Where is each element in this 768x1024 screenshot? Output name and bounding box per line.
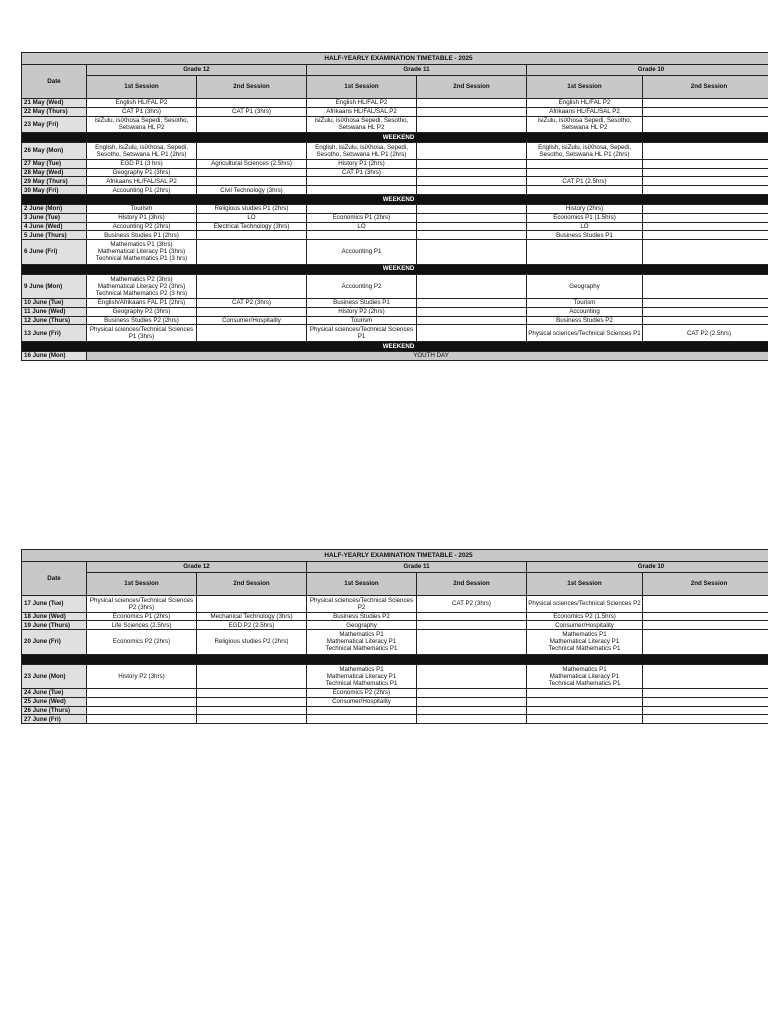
session-header: 2nd Session (643, 573, 768, 596)
exam-cell (643, 706, 768, 715)
exam-cell (417, 204, 527, 213)
exam-cell (527, 240, 643, 264)
grade-11-header: Grade 11 (307, 65, 527, 76)
exam-cell: Afrikaans HL/FAL/SAL P2 (527, 107, 643, 116)
exam-cell (643, 143, 768, 160)
date-cell: 21 May (Wed) (22, 99, 87, 108)
exam-cell (307, 706, 417, 715)
exam-cell (643, 107, 768, 116)
exam-cell: History P2 (3hrs) (87, 664, 197, 688)
date-cell: 26 May (Mon) (22, 143, 87, 160)
exam-cell: Electrical Technology (3hrs) (197, 222, 307, 231)
exam-cell (643, 213, 768, 222)
exam-cell (417, 222, 527, 231)
exam-cell: CAT P2 (3hrs) (197, 298, 307, 307)
exam-cell: Accounting P2 (307, 274, 417, 298)
exam-cell (643, 99, 768, 108)
exam-cell: Geography (527, 274, 643, 298)
exam-cell: CAT P1 (3hrs) (197, 107, 307, 116)
weekend-label: WEEKEND (22, 264, 768, 274)
exam-cell (417, 298, 527, 307)
exam-cell (417, 621, 527, 630)
table-row (22, 325, 768, 342)
date-cell: 11 June (Wed) (22, 307, 87, 316)
exam-cell (197, 697, 307, 706)
exam-cell (417, 168, 527, 177)
grade-10-header: Grade 10 (527, 65, 768, 76)
exam-cell (197, 168, 307, 177)
date-cell: 3 June (Tue) (22, 213, 87, 222)
exam-cell: Physical sciences/Technical Sciences P2 (307, 596, 417, 613)
session-header: 1st Session (527, 573, 643, 596)
exam-cell (643, 186, 768, 195)
session-header: 1st Session (307, 573, 417, 596)
exam-cell: isiZulu, isiXhosa Sepedi, Sesotho, Setswana HL P2 (307, 116, 417, 133)
exam-cell (643, 116, 768, 133)
date-cell: 28 May (Wed) (22, 168, 87, 177)
exam-cell: History (2hrs) (527, 204, 643, 213)
exam-cell (417, 231, 527, 240)
exam-cell (417, 143, 527, 160)
exam-cell (527, 159, 643, 168)
date-cell: 24 June (Tue) (22, 688, 87, 697)
exam-cell (197, 274, 307, 298)
exam-cell (417, 99, 527, 108)
weekend-band (22, 133, 768, 143)
session-header: 2nd Session (417, 573, 527, 596)
exam-cell (197, 325, 307, 342)
exam-cell: Economics P2 (1.5hrs) (527, 612, 643, 621)
exam-cell (197, 177, 307, 186)
exam-cell: Tourism (87, 204, 197, 213)
exam-cell: LO (307, 222, 417, 231)
exam-cell: Religious studies P2 (2hrs) (197, 630, 307, 654)
grade-10-header: Grade 10 (527, 562, 768, 573)
date-cell: 19 June (Thurs) (22, 621, 87, 630)
session-header: 2nd Session (197, 573, 307, 596)
exam-cell: CAT P2 (2.5hrs) (643, 325, 768, 342)
table-row (22, 715, 768, 724)
exam-cell: Mathematics P1 Mathematical Literacy P1 Technical Mathematics P1 (527, 630, 643, 654)
table-row (22, 204, 768, 213)
exam-cell (643, 177, 768, 186)
exam-cell (643, 688, 768, 697)
exam-cell: Economics P1 (2hrs) (87, 612, 197, 621)
table-row (22, 596, 768, 613)
date-cell: 12 June (Thurs) (22, 316, 87, 325)
grade-11-header: Grade 11 (307, 562, 527, 573)
exam-cell: Physical sciences/Technical Sciences P2 (3hrs) (87, 596, 197, 613)
session-header: 1st Session (527, 76, 643, 99)
session-header: 2nd Session (643, 76, 768, 99)
exam-cell (87, 715, 197, 724)
table-row (22, 706, 768, 715)
exam-cell (643, 168, 768, 177)
date-cell: 17 June (Tue) (22, 596, 87, 613)
exam-cell (417, 274, 527, 298)
exam-cell: Physical sciences/Technical Sciences P1 (527, 325, 643, 342)
exam-cell (417, 715, 527, 724)
session-header: 1st Session (87, 573, 197, 596)
table-row (22, 177, 768, 186)
exam-cell (87, 706, 197, 715)
exam-cell (417, 240, 527, 264)
exam-cell: CAT P1 (3hrs) (307, 168, 417, 177)
exam-cell: Geography (307, 621, 417, 630)
exam-cell (197, 706, 307, 715)
date-cell: 4 June (Wed) (22, 222, 87, 231)
weekend-label: WEEKEND (22, 133, 768, 143)
exam-cell: History P2 (2hrs) (307, 307, 417, 316)
table-row (22, 316, 768, 325)
exam-cell: Accounting P1 (307, 240, 417, 264)
exam-cell (417, 706, 527, 715)
exam-cell: Business Studies P2 (307, 612, 417, 621)
table-row (22, 240, 768, 264)
exam-cell (527, 186, 643, 195)
exam-cell: Tourism (307, 316, 417, 325)
date-cell: 29 May (Thurs) (22, 177, 87, 186)
exam-cell (643, 630, 768, 654)
exam-cell (197, 715, 307, 724)
exam-cell (643, 664, 768, 688)
exam-cell (307, 715, 417, 724)
table-row (22, 143, 768, 160)
exam-cell (87, 697, 197, 706)
exam-cell (643, 274, 768, 298)
table-row (22, 688, 768, 697)
exam-cell (197, 116, 307, 133)
exam-cell (307, 231, 417, 240)
exam-cell (643, 621, 768, 630)
exam-cell: English HL/FAL P2 (307, 99, 417, 108)
table-row (22, 612, 768, 621)
session-header: 2nd Session (417, 76, 527, 99)
exam-cell (643, 316, 768, 325)
exam-cell: Accounting P1 (2hrs) (87, 186, 197, 195)
table-row (22, 222, 768, 231)
exam-cell: Accounting (527, 307, 643, 316)
exam-cell (417, 316, 527, 325)
exam-cell: EGD P2 (2.5hrs) (197, 621, 307, 630)
exam-cell: Economics P2 (2hrs) (307, 688, 417, 697)
table-row (22, 630, 768, 654)
exam-cell (197, 99, 307, 108)
exam-cell: Afrikaans HL/FAL/SAL P2 (87, 177, 197, 186)
table-row (22, 116, 768, 133)
timetable-body (22, 99, 768, 361)
exam-cell (643, 612, 768, 621)
table-row (22, 186, 768, 195)
session-header: 2nd Session (197, 76, 307, 99)
exam-cell: Business Studies P2 (527, 316, 643, 325)
exam-cell: Civil Technology (3hrs) (197, 186, 307, 195)
exam-cell: Religious studies P1 (2hrs) (197, 204, 307, 213)
exam-cell: Mechanical Technology (3hrs) (197, 612, 307, 621)
exam-cell (643, 307, 768, 316)
date-cell: 20 June (Fri) (22, 630, 87, 654)
weekend-label: WEEKEND (22, 194, 768, 204)
exam-cell (527, 715, 643, 724)
grade-12-header: Grade 12 (87, 562, 307, 573)
exam-cell: isiZulu, isiXhosa Sepedi, Sesotho, Setswana HL P2 (527, 116, 643, 133)
exam-cell (417, 325, 527, 342)
date-cell: 27 June (Fri) (22, 715, 87, 724)
exam-cell: English/Afrikaans FAL P1 (2hrs) (87, 298, 197, 307)
table-row (22, 274, 768, 298)
exam-cell: Economics P1 (1.5hrs) (527, 213, 643, 222)
date-cell: 10 June (Tue) (22, 298, 87, 307)
exam-cell (643, 697, 768, 706)
exam-cell (197, 231, 307, 240)
table-row (22, 664, 768, 688)
exam-cell (643, 240, 768, 264)
exam-cell: Life Sciences (2.5hrs) (87, 621, 197, 630)
grade-12-header: Grade 12 (87, 65, 307, 76)
exam-cell (417, 177, 527, 186)
date-cell: 23 June (Mon) (22, 664, 87, 688)
exam-cell (417, 697, 527, 706)
date-cell: 13 June (Fri) (22, 325, 87, 342)
exam-cell (643, 159, 768, 168)
exam-cell (417, 688, 527, 697)
exam-cell (197, 240, 307, 264)
date-cell: 6 June (Fri) (22, 240, 87, 264)
date-cell: 30 May (Fri) (22, 186, 87, 195)
exam-cell (643, 222, 768, 231)
exam-cell: Tourism (527, 298, 643, 307)
exam-cell (527, 168, 643, 177)
exam-cell: English HL/FAL P2 (527, 99, 643, 108)
table-row (22, 697, 768, 706)
weekend-band (22, 194, 768, 204)
table-row (22, 213, 768, 222)
exam-cell: Economics P1 (2hrs) (307, 213, 417, 222)
timetable-2 (21, 549, 768, 724)
weekend-band (22, 341, 768, 351)
exam-cell (527, 688, 643, 697)
exam-cell (197, 664, 307, 688)
exam-cell (643, 231, 768, 240)
table-row (22, 231, 768, 240)
exam-cell (417, 186, 527, 195)
exam-cell: English, isiZulu, isiXhosa, Sepedi, Sesotho, Setswana HL P1 (2hrs) (307, 143, 417, 160)
exam-cell: LO (527, 222, 643, 231)
exam-cell (643, 715, 768, 724)
exam-cell: Physical sciences/Technical Sciences P1 (3hrs) (87, 325, 197, 342)
exam-cell (417, 116, 527, 133)
table-row (22, 307, 768, 316)
exam-cell (527, 706, 643, 715)
exam-cell (197, 143, 307, 160)
date-cell: 2 June (Mon) (22, 204, 87, 213)
exam-cell: English, isiZulu, isiXhosa, Sepedi, Sesotho, Setswana HL P1 (2hrs) (87, 143, 197, 160)
exam-cell (417, 630, 527, 654)
exam-cell: English HL/FAL P2 (87, 99, 197, 108)
weekend-label (22, 654, 768, 664)
exam-cell: Mathematics P2 (3hrs) Mathematical Literacy P2 (3hrs) Technical Mathematics P2 (3 hrs) (87, 274, 197, 298)
exam-cell (197, 307, 307, 316)
exam-cell: EGD P1 (3 hrs) (87, 159, 197, 168)
exam-cell: Afrikaans HL/FAL/SAL P2 (307, 107, 417, 116)
exam-cell: Mathematics P1 Mathematical Literacy P1 Technical Mathematics P1 (527, 664, 643, 688)
exam-cell (307, 186, 417, 195)
exam-cell (643, 204, 768, 213)
exam-cell: Business Studies P2 (2hrs) (87, 316, 197, 325)
session-header: 1st Session (87, 76, 197, 99)
weekend-band (22, 654, 768, 664)
exam-cell: Business Studies P1 (527, 231, 643, 240)
date-cell: 25 June (Wed) (22, 697, 87, 706)
timetable-title: HALF-YEARLY EXAMINATION TIMETABLE - 2025 (22, 550, 768, 562)
exam-cell (643, 596, 768, 613)
exam-cell (197, 596, 307, 613)
exam-cell: Geography P2 (3hrs) (87, 307, 197, 316)
exam-cell: isiZulu, isiXhosa Sepedi, Sesotho, Setswana HL P2 (87, 116, 197, 133)
timetable-1 (21, 52, 768, 361)
date-cell: 16 June (Mon) (22, 351, 87, 360)
table-row (22, 107, 768, 116)
exam-cell: Business Studies P1 (2hrs) (87, 231, 197, 240)
date-cell: 26 June (Thurs) (22, 706, 87, 715)
exam-cell: Geography P1 (3hrs) (87, 168, 197, 177)
holiday-row (22, 351, 768, 360)
exam-cell (87, 688, 197, 697)
exam-cell: Physical sciences/Technical Sciences P2 (527, 596, 643, 613)
exam-cell (643, 298, 768, 307)
exam-cell: Economics P2 (2hrs) (87, 630, 197, 654)
exam-cell (197, 688, 307, 697)
exam-cell (417, 664, 527, 688)
exam-cell: English, isiZulu, isiXhosa, Sepedi, Sesotho, Setswana HL P1 (2hrs) (527, 143, 643, 160)
date-cell: 5 June (Thurs) (22, 231, 87, 240)
date-cell: 18 June (Wed) (22, 612, 87, 621)
table-row (22, 621, 768, 630)
exam-cell (307, 177, 417, 186)
exam-cell (417, 159, 527, 168)
exam-cell: Agricultural Sciences (2.5hrs) (197, 159, 307, 168)
date-header: Date (22, 65, 87, 99)
exam-cell: Physical sciences/Technical Sciences P1 (307, 325, 417, 342)
exam-cell (417, 612, 527, 621)
session-header: 1st Session (307, 76, 417, 99)
table-row (22, 159, 768, 168)
timetable-title: HALF-YEARLY EXAMINATION TIMETABLE - 2025 (22, 53, 768, 65)
date-cell: 23 May (Fri) (22, 116, 87, 133)
exam-cell (527, 697, 643, 706)
weekend-label: WEEKEND (22, 341, 768, 351)
timetable-body (22, 596, 768, 724)
exam-cell: Mathematics P1 Mathematical Literacy P1 Technical Mathematics P1 (307, 630, 417, 654)
exam-cell: Consumer/Hospitality (307, 697, 417, 706)
exam-cell: Mathematics P1 (3hrs) Mathematical Literacy P1 (3hrs) Technical Mathematics P1 (3 hrs) (87, 240, 197, 264)
table-row (22, 99, 768, 108)
exam-cell (307, 204, 417, 213)
exam-cell: History P1 (2hrs) (307, 159, 417, 168)
exam-cell: CAT P1 (3hrs) (87, 107, 197, 116)
exam-cell: Consumer/Hospitality (197, 316, 307, 325)
holiday-label: YOUTH DAY (87, 351, 768, 360)
exam-cell: Business Studies P1 (307, 298, 417, 307)
exam-cell: Consumer/Hospitality (527, 621, 643, 630)
exam-cell: Accounting P2 (2hrs) (87, 222, 197, 231)
date-cell: 27 May (Tue) (22, 159, 87, 168)
exam-cell (417, 307, 527, 316)
weekend-band (22, 264, 768, 274)
exam-cell (417, 107, 527, 116)
date-cell: 22 May (Thurs) (22, 107, 87, 116)
table-row (22, 168, 768, 177)
date-header: Date (22, 562, 87, 596)
exam-cell: CAT P1 (2.5hrs) (527, 177, 643, 186)
exam-cell: LO (197, 213, 307, 222)
exam-cell: Mathematics P1 Mathematical Literacy P1 Technical Mathematics P1 (307, 664, 417, 688)
exam-cell (417, 213, 527, 222)
exam-cell: History P1 (3hrs) (87, 213, 197, 222)
date-cell: 9 June (Mon) (22, 274, 87, 298)
table-row (22, 298, 768, 307)
exam-cell: CAT P2 (3hrs) (417, 596, 527, 613)
